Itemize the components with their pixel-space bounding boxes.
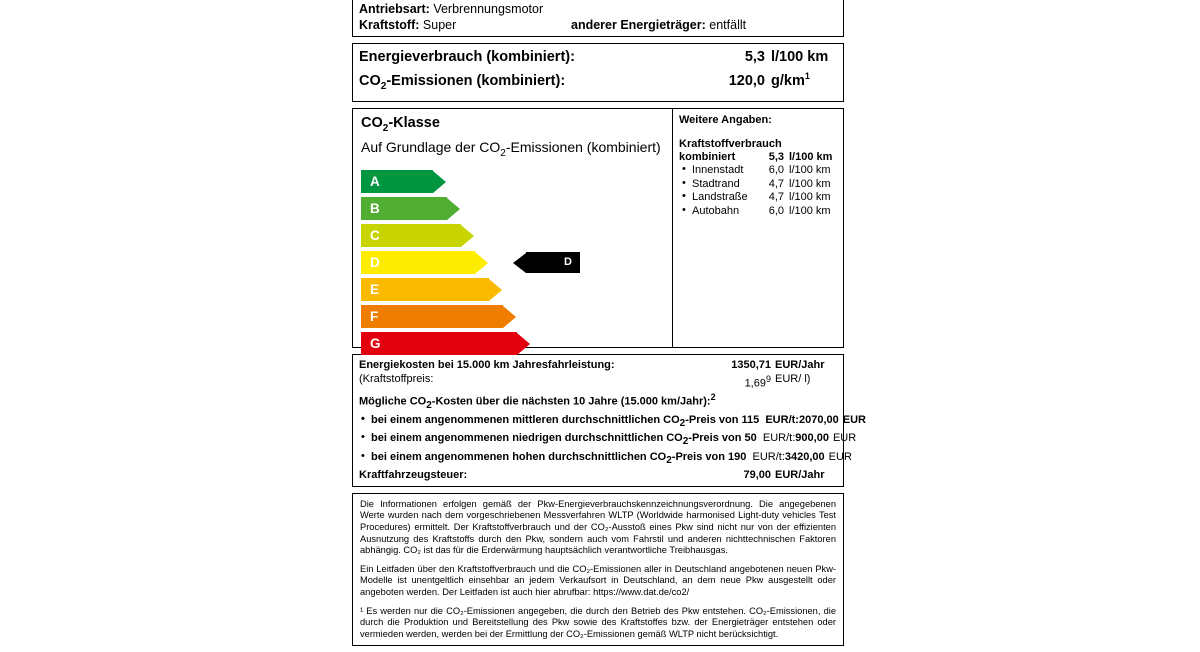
consumption-block bbox=[352, 43, 844, 102]
energy-label-sheet bbox=[352, 0, 866, 652]
fuel-price-unit: EUR/ l) bbox=[775, 372, 811, 385]
co2-class-scale bbox=[353, 109, 673, 352]
fuel-price-row bbox=[359, 372, 837, 391]
legal-paragraph-2: Ein Leitfaden über den Kraftstoffverbrauch und die CO₂-Emissionen aller in Deutschland angebotenen neuen Pkw-Modelle ist unentgeltlich einsehbar an jedem Verkaufsort in Deutschland, an dem neue Pkw ausgestellt oder angeboten werden. Der Leitfaden ist auch hier abrufbar: https://www.dat.de/co2/ bbox=[360, 563, 836, 597]
fuel-consumption-item bbox=[681, 178, 837, 192]
costs-block bbox=[352, 354, 866, 487]
item-name: • Autobahn bbox=[681, 205, 750, 219]
co2-class-subtitle: Auf Grundlage der $CO_2$-Emissionen (kombiniert) bbox=[361, 138, 661, 159]
fuel-label: Kraftstoff: bbox=[359, 18, 420, 32]
bar-shape bbox=[361, 278, 664, 301]
energy-consumption-value: 5,3 bbox=[744, 49, 765, 65]
identity-left bbox=[359, 17, 571, 33]
item-unit: l/100 km bbox=[789, 164, 831, 177]
energy-consumption-label: Energieverbrauch (kombiniert): bbox=[359, 49, 575, 65]
bar-letter: A bbox=[361, 170, 433, 193]
fuel-price-label: (Kraftstoffpreis: bbox=[359, 372, 434, 385]
bar-arrow-tip bbox=[447, 198, 460, 220]
co2-class-title: $CO_2$-Klasse bbox=[361, 114, 440, 134]
item-unit: l/100 km bbox=[789, 204, 831, 217]
scenario-unit: EUR bbox=[832, 432, 857, 445]
vehicle-tax-value: 79,00 bbox=[743, 468, 771, 481]
fuel-consumption-combined: kombiniert 5,3 l/100 km bbox=[679, 150, 833, 163]
bar-letter: C bbox=[361, 224, 461, 247]
vehicle-tax-row bbox=[359, 468, 837, 482]
bar-arrow-tip bbox=[503, 306, 516, 328]
energy-consumption-unit: l/100 km bbox=[771, 49, 829, 65]
energy-cost-row bbox=[359, 358, 837, 372]
bar-shape bbox=[361, 305, 664, 328]
fuel-value: Super bbox=[422, 18, 457, 32]
bar-arrow-tip bbox=[461, 225, 474, 247]
item-name: • Innenstadt bbox=[681, 164, 750, 178]
vehicle-identity-block bbox=[352, 0, 844, 37]
scenario-label: • bei einem angenommenen niedrigen durchschnittlichen $CO_2$-Preis von 50 EUR/t: bbox=[359, 431, 795, 449]
fuel-consumption-item bbox=[681, 205, 837, 219]
co2-class-marker bbox=[513, 252, 580, 273]
fuel-consumption-item bbox=[681, 191, 837, 205]
drive-type-value: Verbrennungsmotor bbox=[433, 2, 544, 16]
item-unit: l/100 km bbox=[789, 177, 831, 190]
co2-emission-unit: $g/km^1$ bbox=[771, 71, 810, 89]
legal-paragraph-1: Die Informationen erfolgen gemäß der Pkw-Energieverbrauchskennzeichnungsverordnung. Die angegebenen Werte wurden nach dem vorgeschriebenen Messverfahren WLTP (Worldwide harmonised Light-duty vehicles Test Procedures) ermittelt. Der Kraftstoffverbrauch und der CO₂-Ausstoß eines Pkw sind nicht nur von der effizienten Ausnutzung des Kraftstoffs durch den Pkw, sondern auch vom Fahrstil und anderen nichttechnischen Faktoren abhängig. CO₂ ist das für die Erderwärmung hauptsächlich verantwortliche Treibhausgas. bbox=[360, 498, 836, 556]
further-info-heading: Weitere Angaben: bbox=[679, 113, 772, 126]
bar-arrow-tip bbox=[517, 333, 530, 355]
fuel-consumption-group-title: Kraftstoffverbrauch bbox=[679, 137, 782, 150]
bar-arrow-tip bbox=[475, 252, 488, 274]
co2-class-bars bbox=[361, 170, 664, 357]
bar-arrow-tip bbox=[489, 279, 502, 301]
co2-cost-heading: Mögliche $CO_2$-Kosten über die nächsten 10 Jahre (15.000 km/Jahr):$^2$ bbox=[359, 392, 716, 412]
energy-cost-unit: EUR/Jahr bbox=[775, 358, 825, 371]
item-value: 6,0 bbox=[768, 164, 784, 177]
bar-letter: E bbox=[361, 278, 489, 301]
co2-emission-value: 120,0 bbox=[728, 72, 765, 89]
co2-class-bar-d bbox=[361, 251, 664, 276]
identity-left bbox=[359, 1, 571, 17]
co2-class-bar-c bbox=[361, 224, 664, 249]
identity-right bbox=[571, 17, 837, 33]
co2-emission-label: $CO_2$-Emissionen (kombiniert): bbox=[359, 72, 566, 92]
identity-row bbox=[359, 1, 837, 17]
co2-class-bar-a bbox=[361, 170, 664, 195]
energy-cost-label: Energiekosten bei 15.000 km Jahresfahrleistung: bbox=[359, 358, 615, 371]
other-energy-label: anderer Energieträger: bbox=[571, 18, 706, 32]
legal-notice-block bbox=[352, 493, 844, 647]
scenario-unit: EUR bbox=[842, 414, 866, 427]
further-info-panel bbox=[673, 109, 843, 347]
energy-consumption-row bbox=[359, 48, 837, 67]
co2-cost-scenarios bbox=[359, 413, 866, 468]
drive-type-label: Antriebsart: bbox=[359, 2, 430, 16]
bar-shape bbox=[361, 170, 664, 193]
marker-label: D bbox=[526, 252, 580, 273]
fuel-price-value: 1,69$^9$ bbox=[744, 373, 771, 390]
scenario-value: 900,00 bbox=[795, 432, 829, 445]
identity-row bbox=[359, 17, 837, 33]
identity-right bbox=[571, 1, 837, 17]
item-value: 4,7 bbox=[768, 191, 784, 204]
co2-emission-row bbox=[359, 67, 837, 96]
item-value: 6,0 bbox=[768, 204, 784, 217]
item-value: 4,7 bbox=[768, 177, 784, 190]
scenario-label: • bei einem angenommenen hohen durchschnittlichen $CO_2$-Preis von 190 EUR/t: bbox=[359, 450, 785, 468]
fuel-consumption-item bbox=[681, 164, 837, 178]
co2-class-bar-b bbox=[361, 197, 664, 222]
other-energy-value: entfällt bbox=[709, 18, 747, 32]
bar-shape bbox=[361, 197, 664, 220]
co2-cost-scenario bbox=[359, 450, 852, 468]
co2-cost-scenario bbox=[359, 413, 866, 431]
bar-letter: B bbox=[361, 197, 447, 220]
legal-paragraph-3: ¹ Es werden nur die CO₂-Emissionen angegeben, die durch den Betrieb des Pkw entstehen. CO₂-Emissionen, die durch die Produktion und Bereitstellung des Pkw sowie des Kraftstoffes bzw. der Energieträger entstehen oder vermieden werden, werden bei der Ermittlung der CO₂-Emissionen gemäß WLTP nicht berücksichtigt. bbox=[360, 605, 836, 639]
bar-arrow-tip bbox=[433, 171, 446, 193]
scenario-value: 2070,00 bbox=[798, 414, 839, 427]
vehicle-tax-unit: EUR/Jahr bbox=[775, 468, 825, 481]
bar-letter: G bbox=[361, 332, 517, 355]
item-name: • Stadtrand bbox=[681, 178, 750, 192]
item-name: • Landstraße bbox=[681, 191, 750, 205]
co2-cost-scenario bbox=[359, 431, 857, 449]
bar-letter: F bbox=[361, 305, 503, 328]
item-unit: l/100 km bbox=[789, 191, 831, 204]
co2-class-block bbox=[352, 108, 844, 352]
bar-shape bbox=[361, 224, 664, 247]
co2-class-bar-f bbox=[361, 305, 664, 330]
fuel-consumption-breakdown bbox=[679, 164, 837, 218]
energy-cost-value: 1350,71 bbox=[731, 358, 771, 371]
co2-class-bar-g bbox=[361, 332, 664, 357]
scenario-unit: EUR bbox=[828, 450, 852, 463]
vehicle-tax-label: Kraftfahrzeugsteuer: bbox=[359, 468, 468, 481]
bar-letter: D bbox=[361, 251, 475, 274]
co2-class-bar-e bbox=[361, 278, 664, 303]
bar-shape bbox=[361, 332, 664, 355]
marker-tip bbox=[513, 253, 526, 273]
scenario-label: • bei einem angenommenen mittleren durchschnittlichen $CO_2$-Preis von 115 EUR/t: bbox=[359, 413, 799, 431]
scenario-value: 3420,00 bbox=[784, 450, 825, 463]
